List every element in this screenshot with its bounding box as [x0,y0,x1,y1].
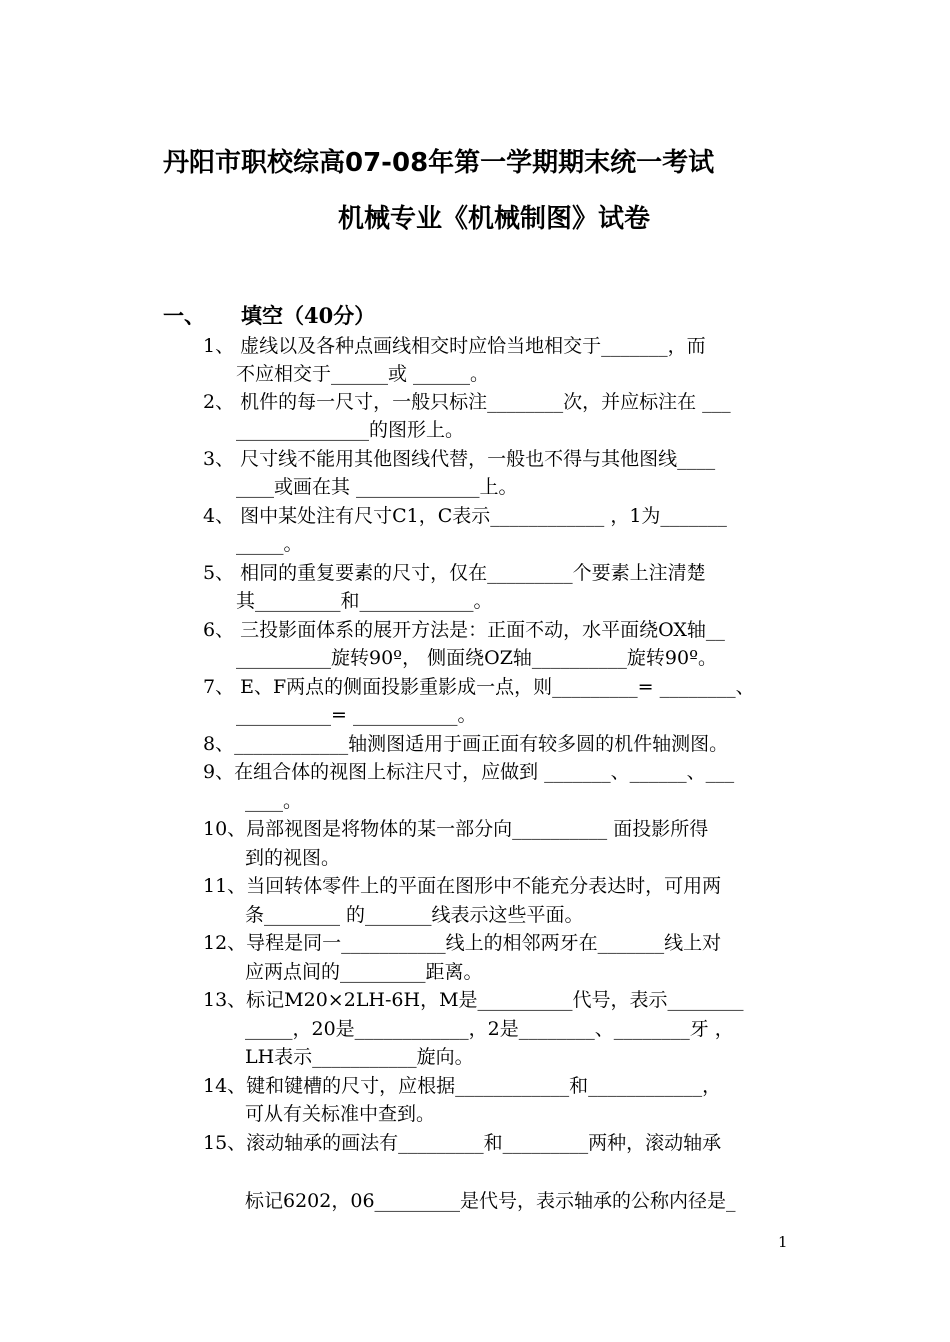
question-line: 应两点间的_________距离。 [245,961,483,983]
question-line: 到的视图。 [245,847,341,869]
question-line: ____。 [245,790,303,812]
question-line: _____。 [236,533,303,555]
question-line: 9、在组合体的视图上标注尺寸，应做到 _______、______、___ [203,761,735,783]
question-line: 4、 图中某处注有尺寸C1，C表示____________ ，1为_______ [203,505,727,527]
question-line: LH表示___________旋向。 [245,1046,474,1068]
question-line: _____，20是____________，2是________、________牙 ， [245,1018,734,1040]
section-heading [163,300,375,330]
question-line: ______________的图形上。 [236,419,465,441]
title-line-2: 机械专业《机械制图》试卷 [338,204,651,234]
question-line: 14、键和键槽的尺寸，应根据____________和____________， [203,1075,722,1097]
question-line: 11、当回转体零件上的平面在图形中不能充分表达时，可用两 [203,875,722,897]
question-line: ____或画在其 _____________上。 [236,476,518,498]
question-line: __________旋转90º， 侧面绕OZ轴__________旋转90º。 [236,647,718,669]
section-label: 填空（40分） [241,303,376,328]
question-line: 8、____________轴测图适用于画正面有较多圆的机件轴测图。 [203,733,729,755]
question-line: 15、滚动轴承的画法有_________和_________两种，滚动轴承 [203,1132,722,1154]
title-line-1: 丹阳市职校综高07-08年第一学期期末统一考试 [163,148,715,178]
question-line: 12、导程是同一___________线上的相邻两牙在_______线上对 [203,932,722,954]
question-line: 条________ 的_______线表示这些平面。 [245,904,584,926]
question-line: 13、标记M20×2LH-6H，M是__________代号，表示________ [203,989,744,1011]
section-number: 一、 [163,303,205,328]
question-line: 2、 机件的每一尺寸，一般只标注________次，并应标注在 ___ [203,391,731,413]
question-line: 可从有关标准中查到。 [245,1103,436,1125]
question-line: 不应相交于______或 ______。 [236,363,490,385]
question-line: 7、 E、F两点的侧面投影重影成一点，则_________= ________、 [203,676,755,698]
question-line: 3、 尺寸线不能用其他图线代替，一般也不得与其他图线____ [203,448,716,470]
page-number: 1 [778,1233,788,1251]
question-line: 1、 虚线以及各种点画线相交时应恰当地相交于_______，而 [203,335,706,357]
question-line: 6、 三投影面体系的展开方法是：正面不动，水平面绕OX轴__ [203,619,725,641]
question-line: 标记6202，06_________是代号，表示轴承的公称内径是_ [245,1190,736,1212]
question-line: 其_________和____________。 [236,590,493,612]
question-line: 5、 相同的重复要素的尺寸，仅在_________个要素上注清楚 [203,562,706,584]
question-line: 10、局部视图是将物体的某一部分向__________ 面投影所得 [203,818,709,840]
question-line: __________= ___________。 [236,704,477,726]
